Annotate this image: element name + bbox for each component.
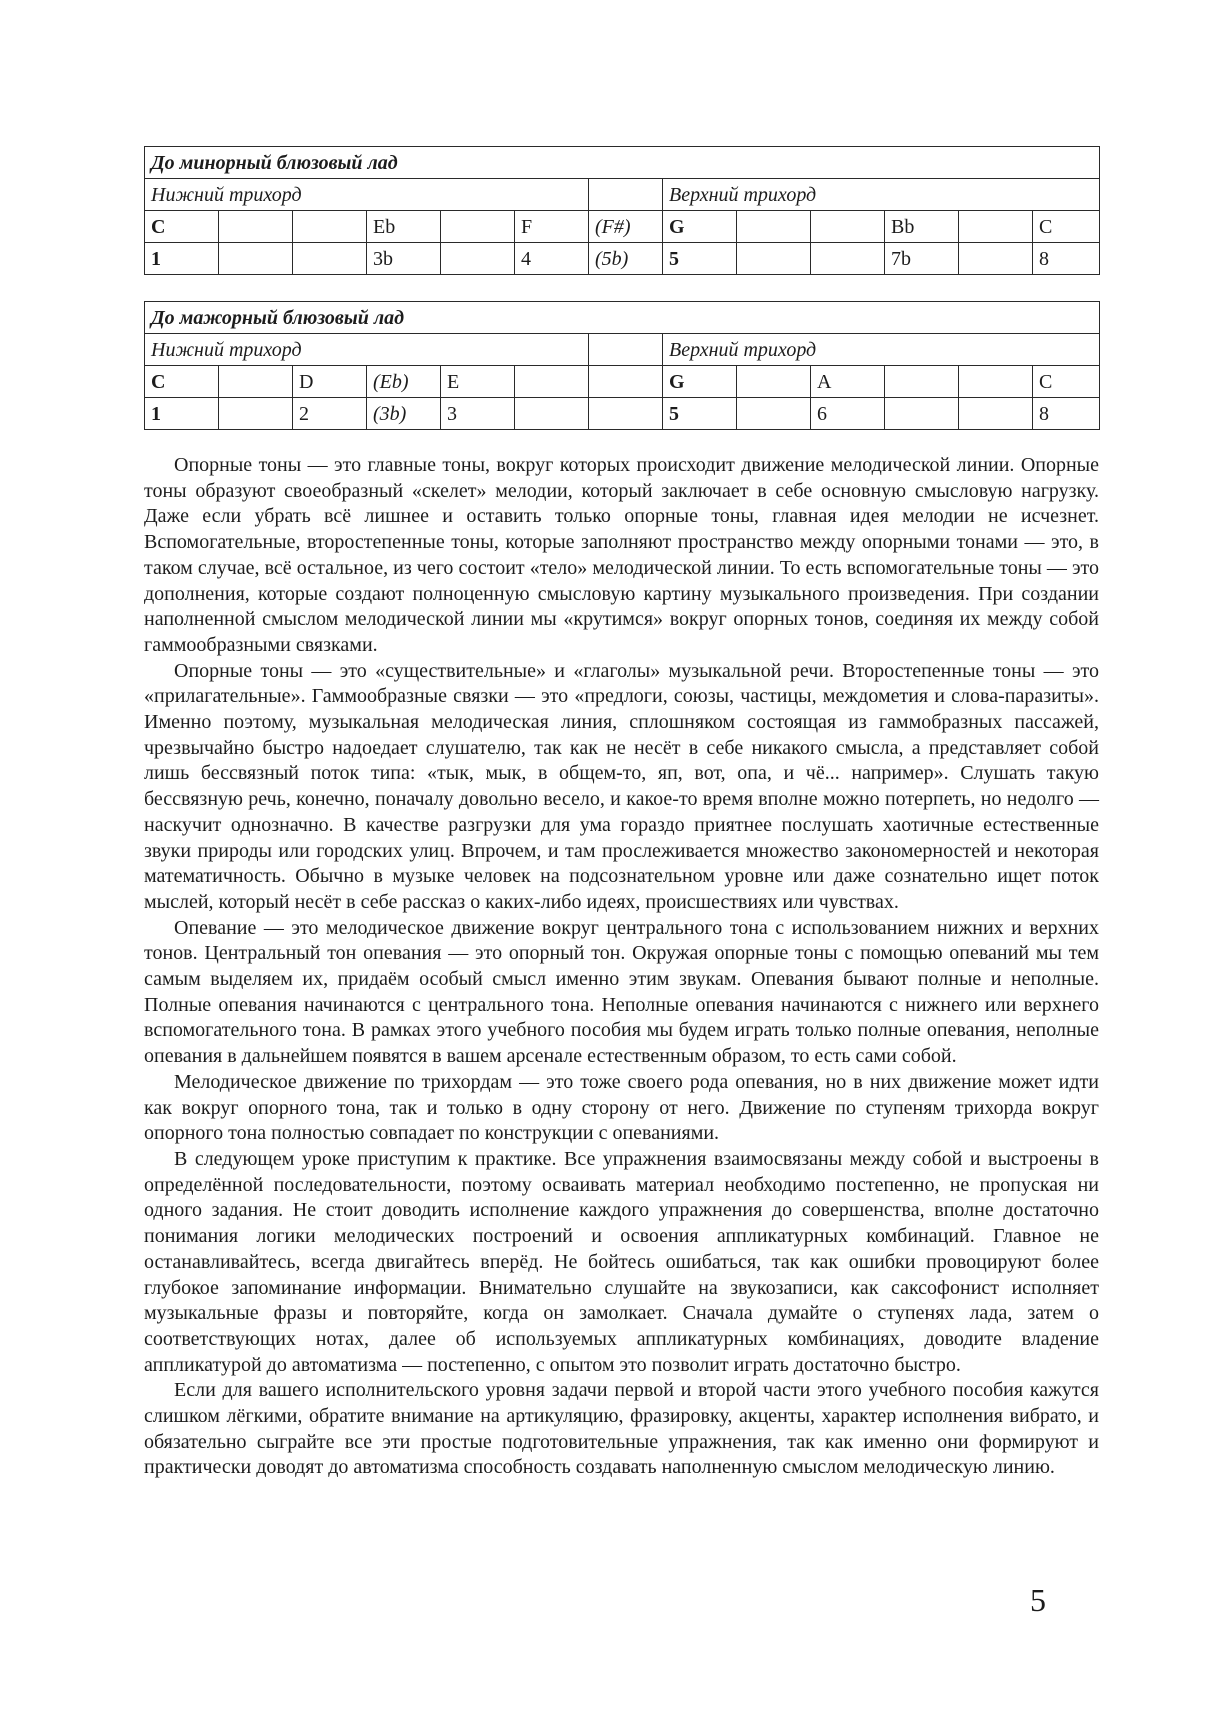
major-notes-row: [145, 366, 1100, 398]
major-degree: [219, 398, 293, 430]
major-note: [959, 366, 1033, 398]
minor-blues-table: [144, 146, 1100, 275]
minor-degree: 7b: [885, 243, 959, 275]
minor-note: C: [145, 211, 219, 243]
major-degree: 2: [293, 398, 367, 430]
minor-empty-cell: [589, 179, 663, 211]
minor-degree: (5b): [589, 243, 663, 275]
minor-degree: [959, 243, 1033, 275]
major-note: C: [1033, 366, 1100, 398]
paragraph: Опевание — это мелодическое движение вокруг центрального тона с использованием нижних и верхних тонов. Центральный тон опевания — это опорный тон. Окружая опорные тоны с помощью опеваний мы тем самым выделяем их, придаём особый смысл именно этим звукам. Опевания бывают полные и неполные. Полные опевания начинаются с центрального тона. Неполные опевания начинаются с нижнего или верхнего вспомогательного тона. В рамках этого учебного пособия мы будем играть только полные опевания, неполные опевания в дальнейшем появятся в вашем арсенале естественным образом, то есть сами собой.: [144, 916, 1099, 1068]
minor-lower-trichord: Нижний трихорд: [145, 179, 589, 211]
major-empty-cell: [589, 334, 663, 366]
minor-degree: [293, 243, 367, 275]
table-gap: [144, 275, 1099, 301]
minor-note: F: [515, 211, 589, 243]
major-degree: 1: [145, 398, 219, 430]
major-note: [589, 366, 663, 398]
major-degree: 8: [1033, 398, 1100, 430]
minor-degree: [737, 243, 811, 275]
major-degree: 6: [811, 398, 885, 430]
minor-note: [737, 211, 811, 243]
minor-degree: [441, 243, 515, 275]
major-degree: (3b): [367, 398, 441, 430]
paragraph: В следующем уроке приступим к практике. Все упражнения взаимосвязаны между собой и выстроены в определённой последовательности, поэтому осваивать материал необходимо постепенно, не пропуская ни одного задания. Не стоит доводить исполнение каждого упражнения до совершенства, вполне достаточно понимания логики мелодических построений и освоения аппликатурных комбинаций. Главное не останавливайтесь, всегда двигайтесь вперёд. Не бойтесь ошибаться, так как ошибки провоцируют более глубокое запоминание информации. Внимательно слушайте на звукозаписи, как саксофонист исполняет музыкальные фразы и повторяйте, когда он замолкает. Сначала думайте о ступенях лада, затем о соответствующих нотах, далее об используемых аппликатурных комбинациях, доводите владение аппликатурой до автоматизма — постепенно, с опытом это позволит играть достаточно быстро.: [144, 1147, 1099, 1376]
body-text: [144, 453, 1099, 1481]
major-note: A: [811, 366, 885, 398]
minor-note: [441, 211, 515, 243]
major-note: C: [145, 366, 219, 398]
major-degree: [589, 398, 663, 430]
major-degree: [737, 398, 811, 430]
minor-note: [219, 211, 293, 243]
major-title-row: [145, 302, 1100, 334]
major-note: D: [293, 366, 367, 398]
minor-trichord-row: [145, 179, 1100, 211]
minor-degree: 3b: [367, 243, 441, 275]
major-degree: 3: [441, 398, 515, 430]
minor-degree: 1: [145, 243, 219, 275]
minor-degrees-row: [145, 243, 1100, 275]
major-degrees-row: [145, 398, 1100, 430]
page-number: 5: [1030, 1582, 1046, 1618]
minor-note: Bb: [885, 211, 959, 243]
minor-title-row: [145, 147, 1100, 179]
major-blues-table: [144, 301, 1100, 430]
minor-note: [959, 211, 1033, 243]
major-note: [885, 366, 959, 398]
paragraph: Если для вашего исполнительского уровня задачи первой и второй части этого учебного пособия кажутся слишком лёгкими, обратите внимание на артикуляцию, фразировку, акценты, характер исполнения вибрато, и обязательно сыграйте все эти простые подготовительные упражнения, так как именно они формируют и практически доводят до автоматизма способность создавать наполненную смыслом мелодическую линию.: [144, 1379, 1099, 1479]
minor-note: Eb: [367, 211, 441, 243]
major-note: [515, 366, 589, 398]
major-note: (Eb): [367, 366, 441, 398]
minor-degree: [811, 243, 885, 275]
major-degree: [515, 398, 589, 430]
minor-table-title: До минорный блюзовый лад: [145, 147, 1100, 179]
minor-degree: [219, 243, 293, 275]
paragraph: Опорные тоны — это «существительные» и «глаголы» музыкальной речи. Второстепенные тоны — это «прилагательные». Гаммообразные связки — это «предлоги, союзы, частицы, междометия и слова-паразиты». Именно поэтому, музыкальная мелодическая линия, сплошняком состоящая из гаммобразных пассажей, чрезвычайно быстро надоедает слушателю, так как не несёт в себе никакого смысла, а представляет собой лишь бессвязный поток типа: «тык, мык, в общем-то, яп, вот, опа, и чё... например». Слушать такую бессвязную речь, конечно, поначалу довольно весело, и какое-то время вполне можно потерпеть, но недолго — наскучит однозначно. В качестве разгрузки для ума гораздо приятнее послушать хаотичные естественные звуки природы или городских улиц. Впрочем, и там прослеживается множество закономерностей и некоторая математичность. Обычно в музыке человек на подсознательном уровне или даже сознательно ищет поток мыслей, который несёт в себе рассказ о каких-либо идеях, происшествиях или чувствах.: [144, 659, 1099, 913]
major-degree: [885, 398, 959, 430]
minor-degree: 4: [515, 243, 589, 275]
paragraph: Мелодическое движение по трихордам — это тоже своего рода опевания, но в них движение может идти как вокруг опорного тона, так и только в одну сторону от него. Движение по ступеням трихорда вокруг опорного тона полностью совпадает по конструкции с опеваниями.: [144, 1070, 1099, 1145]
paragraph: Опорные тоны — это главные тоны, вокруг которых происходит движение мелодической линии. Опорные тоны образуют своеобразный «скелет» мелодии, который заключает в себе основную смысловую нагрузку. Даже если убрать всё лишнее и оставить только опорные тоны, главная идея мелодии не исчезнет. Вспомогательные, второстепенные тоны, которые заполняют пространство между опорными тонами — это, в таком случае, всё остальное, из чего состоит «тело» мелодической линии. То есть вспомогательные тоны — это дополнения, которые создают полноценную смысловую картину музыкального произведения. При создании наполненной смыслом мелодической линии мы «крутимся» вокруг опорных тонов, соединяя их между собой гаммообразными связками.: [144, 454, 1099, 656]
minor-notes-row: [145, 211, 1100, 243]
minor-note: [811, 211, 885, 243]
major-note: [219, 366, 293, 398]
major-upper-trichord: Верхний трихорд: [663, 334, 1100, 366]
major-degree: 5: [663, 398, 737, 430]
minor-degree: 5: [663, 243, 737, 275]
major-note: [737, 366, 811, 398]
minor-note: G: [663, 211, 737, 243]
minor-note: C: [1033, 211, 1100, 243]
major-lower-trichord: Нижний трихорд: [145, 334, 589, 366]
major-table-title: До мажорный блюзовый лад: [145, 302, 1100, 334]
major-degree: [959, 398, 1033, 430]
major-trichord-row: [145, 334, 1100, 366]
major-note: E: [441, 366, 515, 398]
minor-degree: 8: [1033, 243, 1100, 275]
minor-note: [293, 211, 367, 243]
minor-note: (F#): [589, 211, 663, 243]
minor-upper-trichord: Верхний трихорд: [663, 179, 1100, 211]
major-note: G: [663, 366, 737, 398]
page-content: [144, 146, 1099, 1481]
